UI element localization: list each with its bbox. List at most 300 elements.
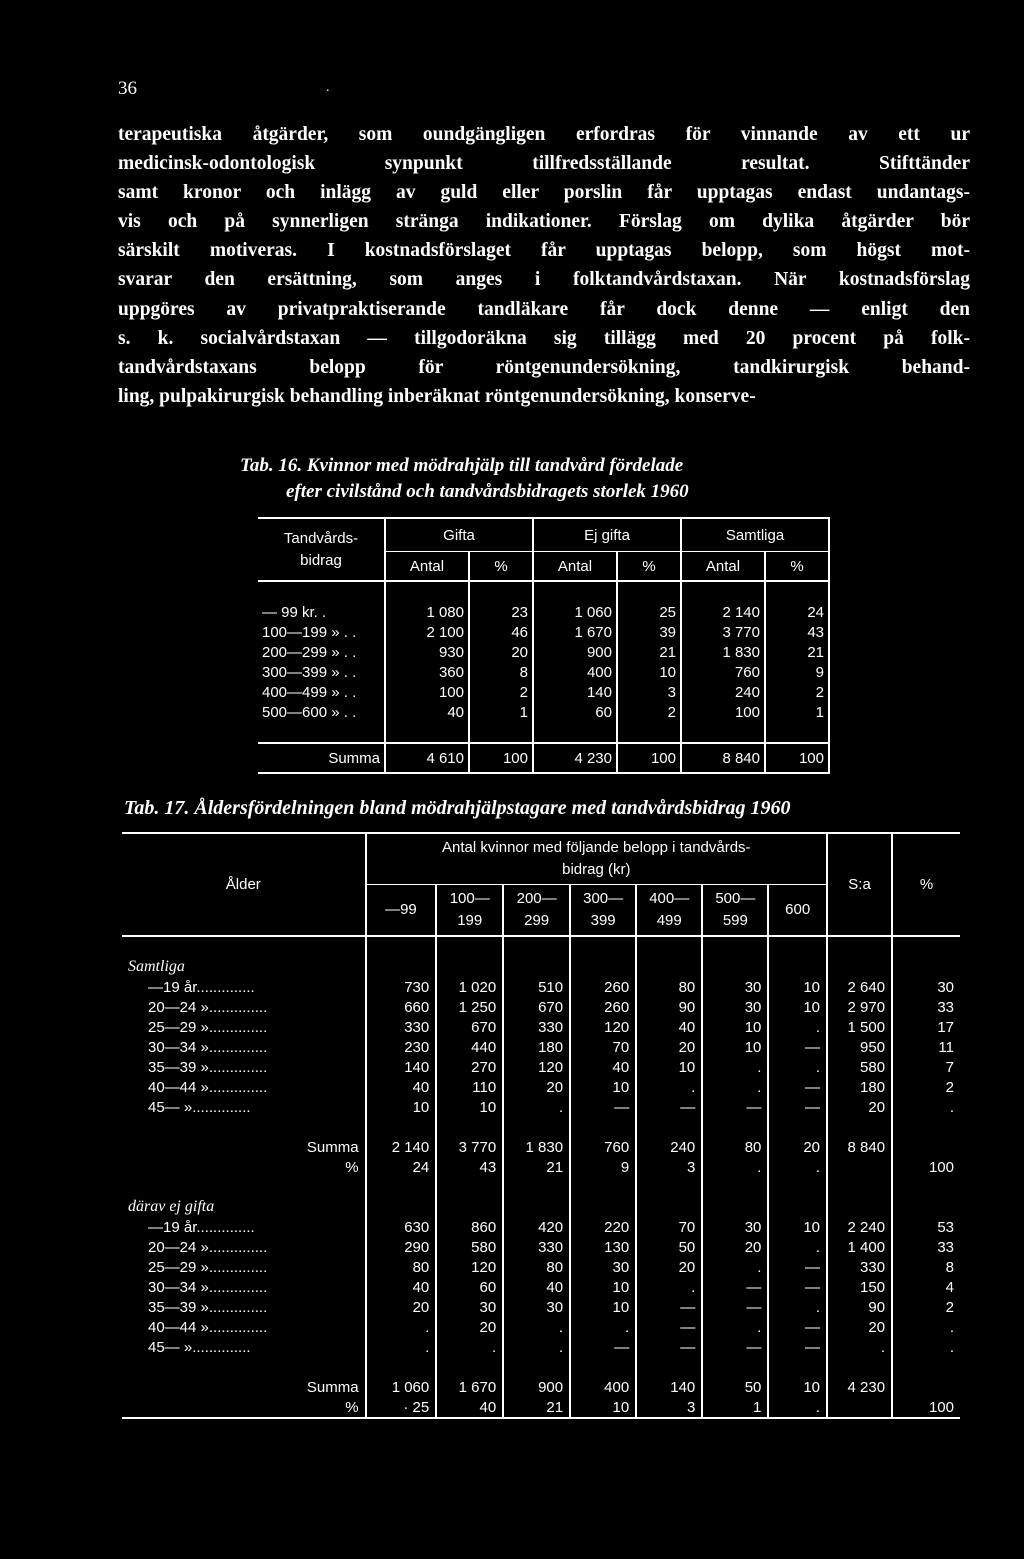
cell: 9 [765, 662, 829, 682]
row-label: 100—199 » . . [262, 623, 357, 641]
leader-dots: .............. [208, 1298, 268, 1316]
cell: 240 [681, 682, 765, 702]
pct-row [122, 1397, 960, 1418]
cell: 20 [503, 1077, 570, 1097]
cell: 21 [765, 642, 829, 662]
cell: 900 [503, 1377, 570, 1397]
body-line: samt kronor och inlägg av guld eller porslin får upptagas endast undantags- [118, 182, 970, 204]
cell: 260 [570, 997, 636, 1017]
row-label: — 99 kr. . [262, 603, 327, 621]
pct-label: % [122, 1397, 366, 1418]
cell: 20 [469, 642, 533, 662]
cell: 30 [937, 978, 954, 996]
cell: 3 770 [681, 622, 765, 642]
cell: 1 [702, 1397, 768, 1418]
cell: . [949, 1338, 954, 1356]
cell: 760 [681, 662, 765, 682]
table-row [258, 602, 829, 622]
cell: 2 [765, 682, 829, 702]
cell: 10 [570, 1297, 636, 1317]
cell: 150 [827, 1277, 892, 1297]
cell [892, 1137, 960, 1157]
summa-row [122, 1377, 960, 1397]
leader-dots: .............. [208, 1258, 268, 1276]
cell: 8 [469, 662, 533, 682]
table-row [122, 1257, 960, 1277]
summa-label: Summa [258, 743, 385, 773]
cell: 290 [366, 1237, 437, 1257]
cell: . [503, 1337, 570, 1357]
body-line: uppgöres av privatpraktiserande tandläkare får dock denne — enligt den [118, 298, 970, 320]
row-label: 200—299 » . . [262, 643, 357, 661]
leader-dots: .............. [196, 1218, 255, 1236]
row-label [122, 1017, 366, 1037]
row-label [122, 1277, 366, 1297]
page-number: 36 [118, 78, 137, 99]
cell: 230 [366, 1037, 437, 1057]
cell: 10 [570, 1397, 636, 1418]
cell: 8 840 [827, 1137, 892, 1157]
cell: — [636, 1337, 702, 1357]
row-label-text: 35—39 » [148, 1058, 209, 1076]
row-label-text: —19 år [148, 1218, 197, 1236]
cell: 100 [385, 682, 469, 702]
sub-header: % [617, 552, 681, 582]
cell: . [949, 1318, 954, 1336]
cell: 400 [570, 1377, 636, 1397]
cell: 510 [503, 977, 570, 997]
row-label: 500—600 » . . [262, 703, 357, 721]
cell: . [636, 1277, 702, 1297]
sub-header: Antal [385, 552, 469, 582]
cell: 3 [636, 1397, 702, 1418]
cell: 330 [366, 1017, 437, 1037]
cell: 1 500 [827, 1017, 892, 1037]
summa-cell: 100 [469, 743, 533, 773]
cell: 10 [768, 977, 827, 997]
row-label-text: 20—24 » [148, 998, 209, 1016]
amount-header: 500— 599 [702, 885, 768, 937]
leader-dots: .............. [192, 1338, 251, 1356]
cell: 20 [366, 1297, 437, 1317]
cell: 580 [827, 1057, 892, 1077]
summa-cell: 100 [765, 743, 829, 773]
table-row [122, 997, 960, 1017]
cell: . [768, 1017, 827, 1037]
cell: 9 [570, 1157, 636, 1177]
cell: 10 [436, 1097, 503, 1117]
cell: 3 770 [436, 1137, 503, 1157]
summa-label: Summa [122, 1377, 366, 1397]
summa-cell: 100 [617, 743, 681, 773]
cell: 10 [768, 997, 827, 1017]
summa-label: Summa [122, 1137, 366, 1157]
cell: 20 [702, 1237, 768, 1257]
cell: — [702, 1277, 768, 1297]
cell: 20 [436, 1317, 503, 1337]
table-row [122, 977, 960, 997]
cell: 240 [636, 1137, 702, 1157]
cell: 1 830 [681, 642, 765, 662]
cell: 70 [636, 1217, 702, 1237]
cell: 11 [938, 1038, 954, 1056]
cell: . [768, 1397, 827, 1418]
cell: 10 [366, 1097, 437, 1117]
table-row [122, 1077, 960, 1097]
summa-cell: 8 840 [681, 743, 765, 773]
leader-dots: .............. [208, 998, 268, 1016]
cell: 4 [945, 1278, 954, 1296]
cell: 130 [570, 1237, 636, 1257]
cell: 40 [436, 1397, 503, 1418]
cell: . [702, 1317, 768, 1337]
cell: 3 [617, 682, 681, 702]
cell: 80 [503, 1257, 570, 1277]
cell: 60 [533, 702, 617, 722]
cell: . [702, 1257, 768, 1277]
cell: — [768, 1277, 827, 1297]
table-row [122, 1217, 960, 1237]
cell: 100 [681, 702, 765, 722]
cell: . [768, 1157, 827, 1177]
cell: 21 [503, 1397, 570, 1418]
cell: 25 [617, 602, 681, 622]
col-header-tandvardsbidrag: Tandvårds- bidrag [258, 518, 385, 581]
cell: 330 [503, 1017, 570, 1037]
cell: 140 [366, 1057, 437, 1077]
cell: 20 [827, 1317, 892, 1337]
leader-dots: .............. [208, 1018, 268, 1036]
row-label [122, 1077, 366, 1097]
cell: 20 [768, 1137, 827, 1157]
cell: 30 [436, 1297, 503, 1317]
amount-header: —99 [366, 885, 437, 937]
cell: 140 [636, 1377, 702, 1397]
cell: 660 [366, 997, 437, 1017]
cell: 23 [469, 602, 533, 622]
cell: . [702, 1077, 768, 1097]
tab16-caption-line2: efter civilstånd och tandvårdsbidragets storlek 1960 [286, 481, 689, 502]
cell: 580 [436, 1237, 503, 1257]
cell: 30 [503, 1297, 570, 1317]
amount-header: 100— 199 [436, 885, 503, 937]
pct-row [122, 1157, 960, 1177]
cell: 110 [436, 1077, 503, 1097]
leader-dots: .............. [208, 1278, 268, 1296]
cell: 10 [702, 1037, 768, 1057]
cell: 10 [617, 662, 681, 682]
cell: 2 [469, 682, 533, 702]
cell: . [827, 1337, 892, 1357]
cell: — [768, 1077, 827, 1097]
table-row [122, 1337, 960, 1357]
summa-row [122, 1137, 960, 1157]
tab16-caption-line1: Tab. 16. Kvinnor med mödrahjälp till tandvård fördelade [240, 455, 684, 476]
row-label-text: 30—34 » [148, 1278, 209, 1296]
cell: · 25 [366, 1397, 437, 1418]
body-line: vis och på synnerligen stränga indikationer. Förslag om dylika åtgärder bör [118, 211, 970, 233]
cell: 30 [570, 1257, 636, 1277]
cell: 1 020 [436, 977, 503, 997]
cell: 30 [702, 1217, 768, 1237]
section-title: Samtliga [122, 957, 366, 977]
cell: . [503, 1317, 570, 1337]
sub-header: Antal [681, 552, 765, 582]
leader-dots: .............. [196, 978, 255, 996]
cell: 39 [617, 622, 681, 642]
cell: 40 [636, 1017, 702, 1037]
row-label-text: 30—34 » [148, 1038, 209, 1056]
cell: 40 [366, 1277, 437, 1297]
cell: 2 140 [681, 602, 765, 622]
cell: — [768, 1317, 827, 1337]
amount-header: 300— 399 [570, 885, 636, 937]
group-header-belopp: Antal kvinnor med följande belopp i tandvårds- bidrag (kr) [366, 833, 827, 885]
col-header-alder: Ålder [122, 833, 366, 936]
summa-cell: 4 610 [385, 743, 469, 773]
cell: 24 [366, 1157, 437, 1177]
table-row [258, 622, 829, 642]
row-label-text: 45— » [148, 1338, 193, 1356]
cell: 21 [503, 1157, 570, 1177]
cell: . [366, 1317, 437, 1337]
cell: 260 [570, 977, 636, 997]
summa-row [258, 743, 829, 773]
row-label-text: 35—39 » [148, 1298, 209, 1316]
cell: — [570, 1337, 636, 1357]
cell: — [702, 1097, 768, 1117]
cell: 440 [436, 1037, 503, 1057]
amount-header: 600 [768, 885, 827, 937]
cell: 80 [636, 977, 702, 997]
row-label [122, 1317, 366, 1337]
cell: 10 [768, 1377, 827, 1397]
cell: 40 [503, 1277, 570, 1297]
cell: 40 [385, 702, 469, 722]
cell: 17 [937, 1018, 954, 1036]
row-label [122, 1097, 366, 1117]
cell: 3 [636, 1157, 702, 1177]
cell: 20 [636, 1257, 702, 1277]
row-label [122, 1297, 366, 1317]
cell: 80 [702, 1137, 768, 1157]
row-label [122, 1057, 366, 1077]
cell: 100 [928, 1158, 954, 1176]
cell: . [570, 1317, 636, 1337]
leader-dots: .............. [192, 1098, 251, 1116]
cell: 330 [827, 1257, 892, 1277]
cell: 10 [768, 1217, 827, 1237]
body-line: medicinsk-odontologisk synpunkt tillfredsställande resultat. Stifttänder [118, 153, 970, 175]
row-label [122, 1237, 366, 1257]
table-row [258, 702, 829, 722]
cell: 2 [617, 702, 681, 722]
print-dot: . [326, 80, 330, 95]
cell: 2 240 [827, 1217, 892, 1237]
row-label-text: —19 år [148, 978, 197, 996]
row-label-text: 45— » [148, 1098, 193, 1116]
cell: 670 [503, 997, 570, 1017]
cell: . [949, 1098, 954, 1116]
cell: . [702, 1057, 768, 1077]
cell: 33 [937, 998, 954, 1016]
cell: 80 [366, 1257, 437, 1277]
cell: 90 [827, 1297, 892, 1317]
table-16 [258, 517, 830, 774]
row-label [122, 1217, 366, 1237]
cell: 2 970 [827, 997, 892, 1017]
cell: 4 230 [827, 1377, 892, 1397]
table-row [122, 1297, 960, 1317]
sub-header: Antal [533, 552, 617, 582]
table-row [122, 1017, 960, 1037]
cell [892, 1377, 960, 1397]
amount-header: 200— 299 [503, 885, 570, 937]
cell [827, 1157, 892, 1177]
cell: 1 670 [533, 622, 617, 642]
cell: — [570, 1097, 636, 1117]
cell: 760 [570, 1137, 636, 1157]
cell: 46 [469, 622, 533, 642]
cell: 120 [503, 1057, 570, 1077]
cell: . [768, 1237, 827, 1257]
cell: — [768, 1337, 827, 1357]
cell: 24 [765, 602, 829, 622]
cell: 630 [366, 1217, 437, 1237]
cell: . [768, 1057, 827, 1077]
cell: 1 670 [436, 1377, 503, 1397]
cell: 53 [937, 1218, 954, 1236]
cell: 20 [636, 1037, 702, 1057]
cell: 1 830 [503, 1137, 570, 1157]
leader-dots: .............. [208, 1058, 268, 1076]
cell: 100 [892, 1397, 960, 1418]
body-line: tandvårdstaxans belopp för röntgenundersökning, tandkirurgisk behand- [118, 356, 970, 378]
cell: 730 [366, 977, 437, 997]
group-header: Gifta [385, 518, 533, 552]
pct-label: % [122, 1157, 366, 1177]
cell: 90 [636, 997, 702, 1017]
table-row [122, 1317, 960, 1337]
cell: . [636, 1077, 702, 1097]
cell: 2 100 [385, 622, 469, 642]
row-label-text: 40—44 » [148, 1318, 209, 1336]
tab17-caption: Tab. 17. Åldersfördelningen bland mödrahjälpstagare med tandvårdsbidrag 1960 [124, 797, 791, 819]
cell: — [636, 1297, 702, 1317]
cell: 400 [533, 662, 617, 682]
cell: 120 [436, 1257, 503, 1277]
cell: 43 [765, 622, 829, 642]
cell: 1 250 [436, 997, 503, 1017]
cell: . [366, 1337, 437, 1357]
leader-dots: .............. [208, 1078, 268, 1096]
cell: 50 [636, 1237, 702, 1257]
cell: 43 [436, 1157, 503, 1177]
col-header-sa: S:a [827, 833, 892, 936]
cell: 120 [570, 1017, 636, 1037]
cell: 50 [702, 1377, 768, 1397]
table-row [258, 662, 829, 682]
cell: — [768, 1097, 827, 1117]
amount-header: 400— 499 [636, 885, 702, 937]
row-label [122, 977, 366, 997]
row-label-text: 40—44 » [148, 1078, 209, 1096]
table-row [122, 1097, 960, 1117]
cell [827, 1397, 892, 1418]
cell: 2 [945, 1298, 954, 1316]
cell: — [768, 1257, 827, 1277]
row-label: 400—499 » . . [262, 683, 357, 701]
cell: . [768, 1297, 827, 1317]
cell: 7 [945, 1058, 954, 1076]
cell: 10 [636, 1057, 702, 1077]
cell: 40 [570, 1057, 636, 1077]
cell: 930 [385, 642, 469, 662]
body-line: terapeutiska åtgärder, som oundgängligen erfordras för vinnande av ett ur [118, 124, 970, 145]
cell: 30 [702, 997, 768, 1017]
cell: 30 [702, 977, 768, 997]
cell: 40 [366, 1077, 437, 1097]
col-header-pct: % [892, 833, 960, 936]
cell: 1 400 [827, 1237, 892, 1257]
cell: 10 [702, 1017, 768, 1037]
body-line: ling, pulpakirurgisk behandling inberäknat röntgenundersökning, konserve- [118, 385, 756, 407]
cell: 2 [945, 1078, 954, 1096]
leader-dots: .............. [208, 1238, 268, 1256]
cell: 950 [827, 1037, 892, 1057]
table-row [122, 1277, 960, 1297]
cell: 10 [570, 1277, 636, 1297]
row-label [122, 1257, 366, 1277]
cell: 1 060 [533, 602, 617, 622]
cell: 220 [570, 1217, 636, 1237]
body-line: s. k. socialvårdstaxan — tillgodoräkna sig tillägg med 20 procent på folk- [118, 327, 970, 349]
body-line: svarar den ersättning, som anges i folktandvårdstaxan. När kostnadsförslag [118, 269, 970, 291]
cell: 1 [469, 702, 533, 722]
sub-header: % [469, 552, 533, 582]
leader-dots: .............. [208, 1318, 268, 1336]
cell: 140 [533, 682, 617, 702]
table-17 [122, 832, 960, 1419]
cell: 900 [533, 642, 617, 662]
cell: 20 [827, 1097, 892, 1117]
table-row [258, 682, 829, 702]
row-label [122, 1337, 366, 1357]
table-row [122, 1057, 960, 1077]
row-label [122, 1037, 366, 1057]
sub-header: % [765, 552, 829, 582]
cell: 1 [765, 702, 829, 722]
cell: — [636, 1317, 702, 1337]
row-label [122, 997, 366, 1017]
cell: 360 [385, 662, 469, 682]
cell: — [702, 1297, 768, 1317]
cell: 2 640 [827, 977, 892, 997]
cell: . [503, 1097, 570, 1117]
cell: 860 [436, 1217, 503, 1237]
row-label: 300—399 » . . [262, 663, 357, 681]
cell: 10 [570, 1077, 636, 1097]
cell: 60 [436, 1277, 503, 1297]
cell: . [702, 1157, 768, 1177]
cell: 8 [945, 1258, 954, 1276]
cell: 670 [436, 1017, 503, 1037]
table-row [122, 1037, 960, 1057]
cell: 33 [937, 1238, 954, 1256]
cell: 180 [503, 1037, 570, 1057]
table-row [258, 642, 829, 662]
cell: — [702, 1337, 768, 1357]
